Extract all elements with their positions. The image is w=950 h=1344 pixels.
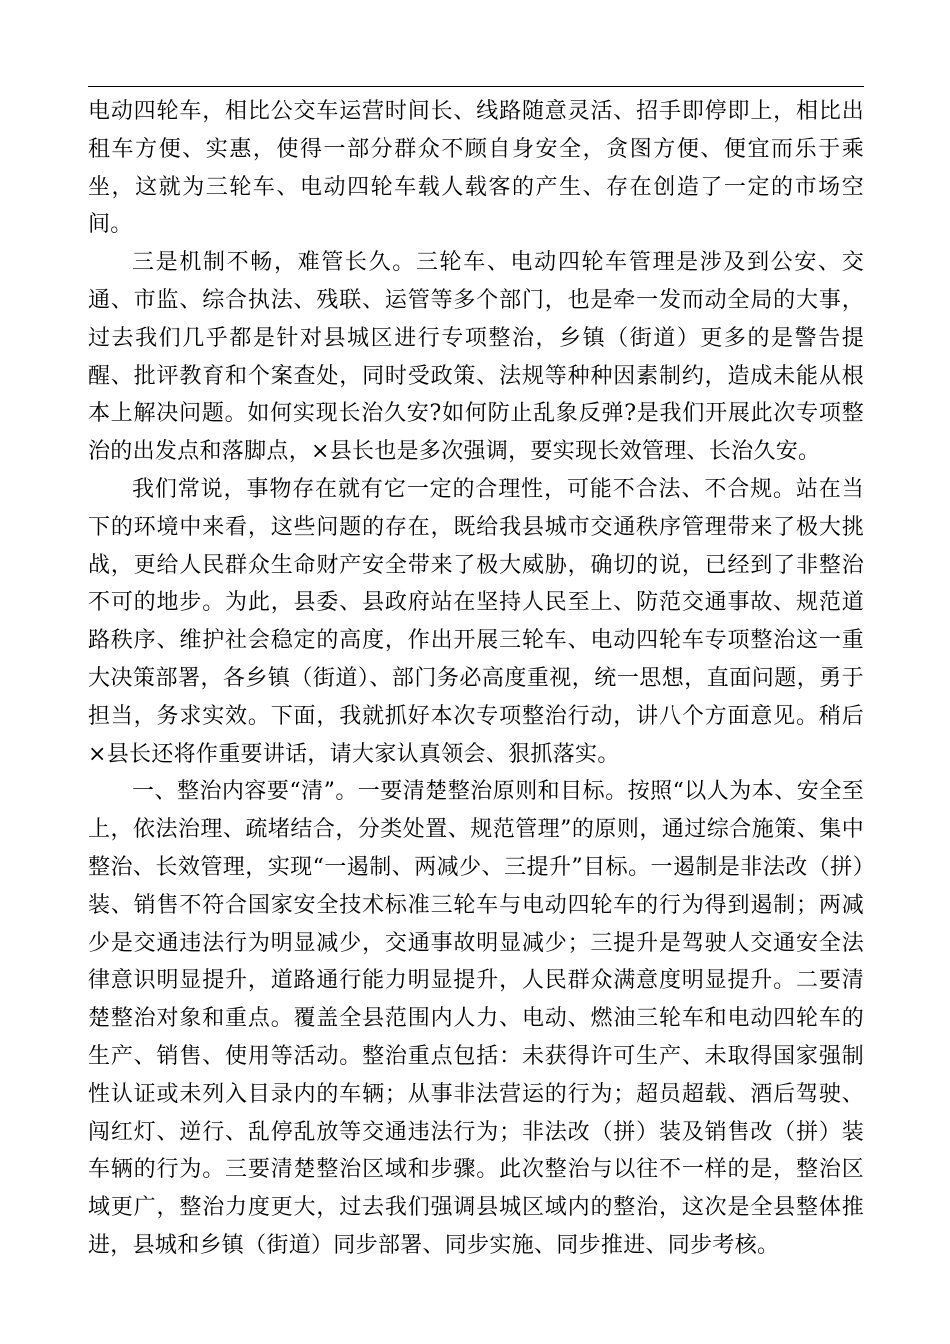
paragraph-2: 三是机制不畅，难管长久。三轮车、电动四轮车管理是涉及到公安、交通、市监、综合执法、残联、运管等多个部门，也是牵一发而动全局的大事，过去我们几乎都是针对县城区进行专项整治，乡镇（街道）更多的是警告提醒、批评教育和个案查处，同时受政策、法规等种种因素制约，造成未能从根本上解决问题。如何实现长治久安?如何防止乱象反弹?是我们开展此次专项整治的出发点和落脚点，×县长也是多次强调，要实现长效管理、长治久安。	[88, 250, 864, 465]
header-rule	[88, 86, 864, 87]
paragraph-3: 我们常说，事物存在就有它一定的合理性，可能不合法、不合规。站在当下的环境中来看，这些问题的存在，既给我县城市交通秩序管理带来了极大挑战，更给人民群众生命财产安全带来了极大威胁，确切的说，已经到了非整治不可的地步。为此，县委、县政府站在坚持人民至上、防范交通事故、规范道路秩序、维护社会稳定的高度，作出开展三轮车、电动四轮车专项整治这一重大决策部署，各乡镇（街道）、部门务必高度重视，统一思想，直面问题，勇于担当，务求实效。下面，我就抓好本次专项整治行动，讲八个方面意见。稍后×县长还将作重要讲话，请大家认真领会、狠抓落实。	[88, 476, 864, 767]
document-body	[88, 93, 864, 1265]
paragraph-4: 一、整治内容要“清”。一要清楚整治原则和目标。按照“以人为本、安全至上，依法治理、疏堵结合，分类处置、规范管理”的原则，通过综合施策、集中整治、长效管理，实现“一遏制、两减少、三提升”目标。一遏制是非法改（拼）装、销售不符合国家安全技术标准三轮车与电动四轮车的行为得到遏制；两减少是交通违法行为明显减少，交通事故明显减少；三提升是驾驶人交通安全法律意识明显提升，道路通行能力明显提升，人民群众满意度明显提升。二要清楚整治对象和重点。覆盖全县范围内人力、电动、燃油三轮车和电动四轮车的生产、销售、使用等活动。整治重点包括：未获得许可生产、未取得国家强制性认证或未列入目录内的车辆；从事非法营运的行为；超员超载、酒后驾驶、闯红灯、逆行、乱停乱放等交通违法行为；非法改（拼）装及销售改（拼）装车辆的行为。三要清楚整治区域和步骤。此次整治与以往不一样的是，整治区域更广，整治力度更大，过去我们强调县城区域内的整治，这次是全县整体推进，县城和乡镇（街道）同步部署、同步实施、同步推进、同步考核。	[88, 779, 864, 1258]
paragraph-1: 电动四轮车，相比公交车运营时间长、线路随意灵活、招手即停即上，相比出租车方便、实惠，使得一部分群众不顾自身安全，贪图方便、便宜而乐于乘坐，这就为三轮车、电动四轮车载人载客的产生、存在创造了一定的市场空间。	[88, 99, 864, 238]
